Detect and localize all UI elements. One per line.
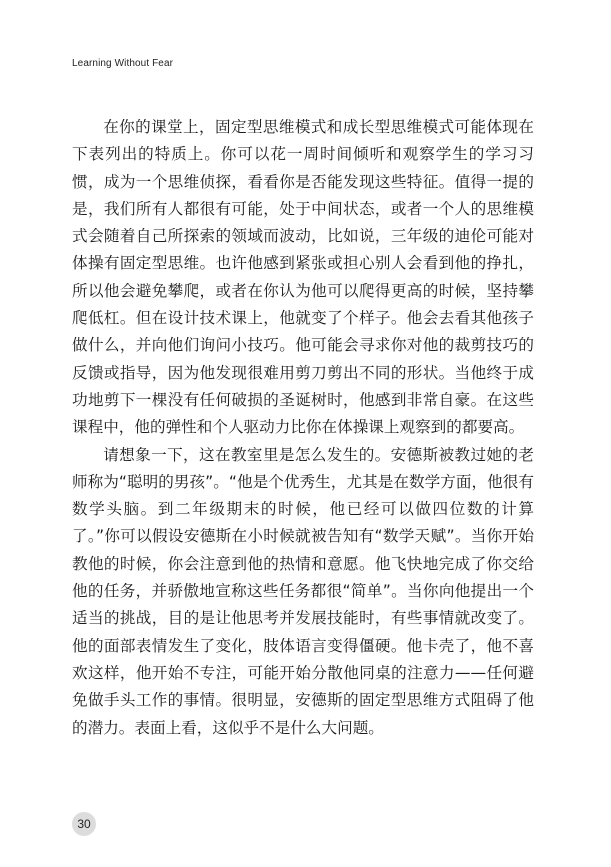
paragraph-anders-example: 请想象一下，这在教室里是怎么发生的。安德斯被教过她的老师称为“聪明的男孩”。“他是个优秀生，尤其是在数学方面，他很有数学头脑。到二年级期末的时候，他已经可以做四位数的计算了。”你可以假设安德斯在小时候就被告知有“数学天赋”。当你开始教他的时候，你会注意到他的热情和意愿。他飞快地完成了你交给他的任务，并骄傲地宣称这些任务都很“简单”。当你向他提出一个适当的挑战，目的是让他思考并发展技能时，有些事情就改变了。他的面部表情发生了变化，肢体语言变得僵硬。他卡壳了，他不喜欢这样，他开始不专注，可能开始分散他同桌的注意力——任何避免做手头工作的事情。很明显，安德斯的固定型思维方式阻碍了他的潜力。表面上看，这似乎不是什么大问题。 (72, 445, 534, 737)
running-header: Learning Without Fear (72, 58, 174, 69)
page-number: 30 (72, 812, 96, 836)
paragraph-mindset-traits: 在你的课堂上，固定型思维模式和成长型思维模式可能体现在下表列出的特质上。你可以花一周时间倾听和观察学生的学习习惯，成为一个思维侦探，看看你是否能发现这些特征。值得一提的是，我们所有人都很有可能，处于中间状态，或者一个人的思维模式会随着自己所探索的领域而波动，比如说，三年级的迪伦可能对体操有固定型思维。也许他感到紧张或担心别人会看到他的挣扎，所以他会避免攀爬，或者在你认为他可以爬得更高的时候，坚持攀爬低杠。但在设计技术课上，他就变了个样子。他会去看其他孩子做什么，并向他们询问小技巧。他可能会寻求你对他的裁剪技巧的反馈或指导，因为他发现很难用剪刀剪出不同的形状。当他终于成功地剪下一棵没有任何破损的圣诞树时，他感到非常自豪。在这些课程中，他的弹性和个人驱动力比你在体操课上观察到的都要高。 (72, 118, 534, 437)
body-text (72, 114, 534, 742)
